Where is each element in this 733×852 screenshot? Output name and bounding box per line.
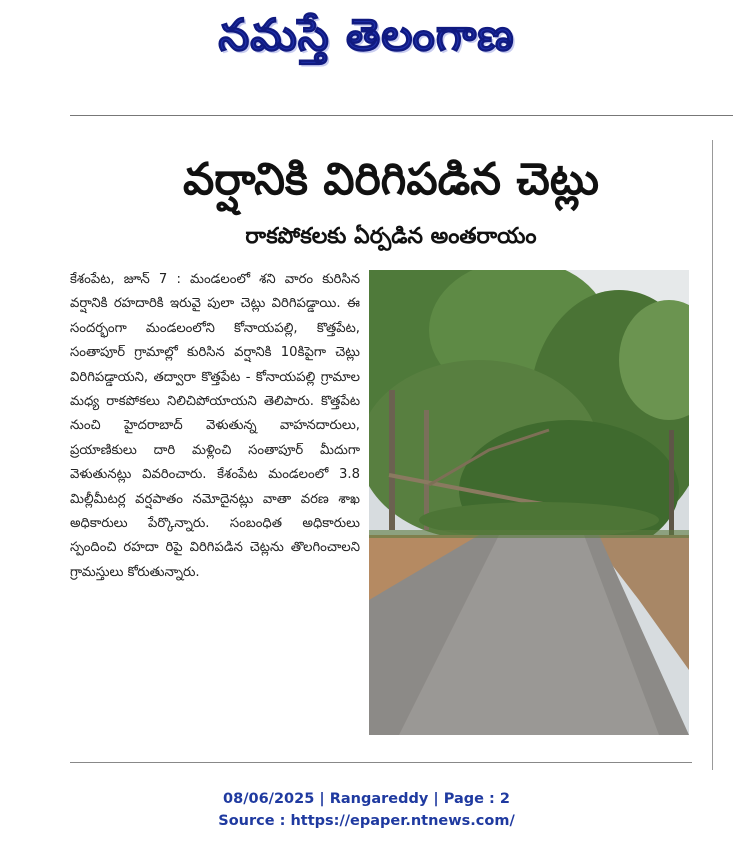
article-subheadline: రాకపోకలకు ఏర్పడిన అంతరాయం [245, 224, 537, 249]
source-link[interactable]: Source : https://epaper.ntnews.com/ [218, 813, 515, 829]
divider-top [70, 115, 733, 116]
article-body [70, 268, 360, 585]
article-photo [369, 270, 689, 735]
masthead [0, 6, 733, 76]
edition-info: 08/06/2025 | Rangareddy | Page : 2 [223, 791, 510, 807]
newspaper-logo: నమస్తే తెలంగాణ [218, 10, 515, 61]
fallen-trees-photo-illustration [369, 270, 689, 735]
divider-bottom [70, 762, 692, 763]
article-paragraph: కేశంపేట, జూన్ 7 : మండలంలో శని వారం కురిసిన వర్షానికి రహదారికి ఇరువై పులా చెట్లు విరిగిపడ్డాయి. ఈ సందర్భంగా మండలంలోని కోనాయపల్లి, కొత్తపేట, సంతాపూర్ గ్రామాల్లో కురిసిన వర్షానికి 10కిపైగా చెట్లు విరిగిపడ్డాయని, తద్వారా కొత్తపేట - కోనాయపల్లి గ్రామాల మధ్య రాకపోకలు నిలిచిపోయాయని తెలిపారు. కొత్తపేట నుంచి హైదరాబాద్ వెళుతున్న వాహనదారులు, ప్రయాణికులు దారి మళ్లించి సంతాపూర్ మీదుగా వెళుతునట్లు వివరించారు. కేశంపేట మండలంలో 3.8 మిల్లీమీటర్ల వర్షపాతం నమోదైనట్లు వాతా వరణ శాఖ అధికారులు పేర్కొన్నారు. సంబంధిత అధికారులు స్పందించి రహదా రిపై విరిగిపడిన చెట్లను తొలగించాలని గ్రామస్తులు కోరుతున్నారు. [70, 272, 360, 580]
divider-right [712, 140, 713, 770]
article-headline: వర్షానికి విరిగిపడిన చెట్లు [182, 154, 600, 205]
